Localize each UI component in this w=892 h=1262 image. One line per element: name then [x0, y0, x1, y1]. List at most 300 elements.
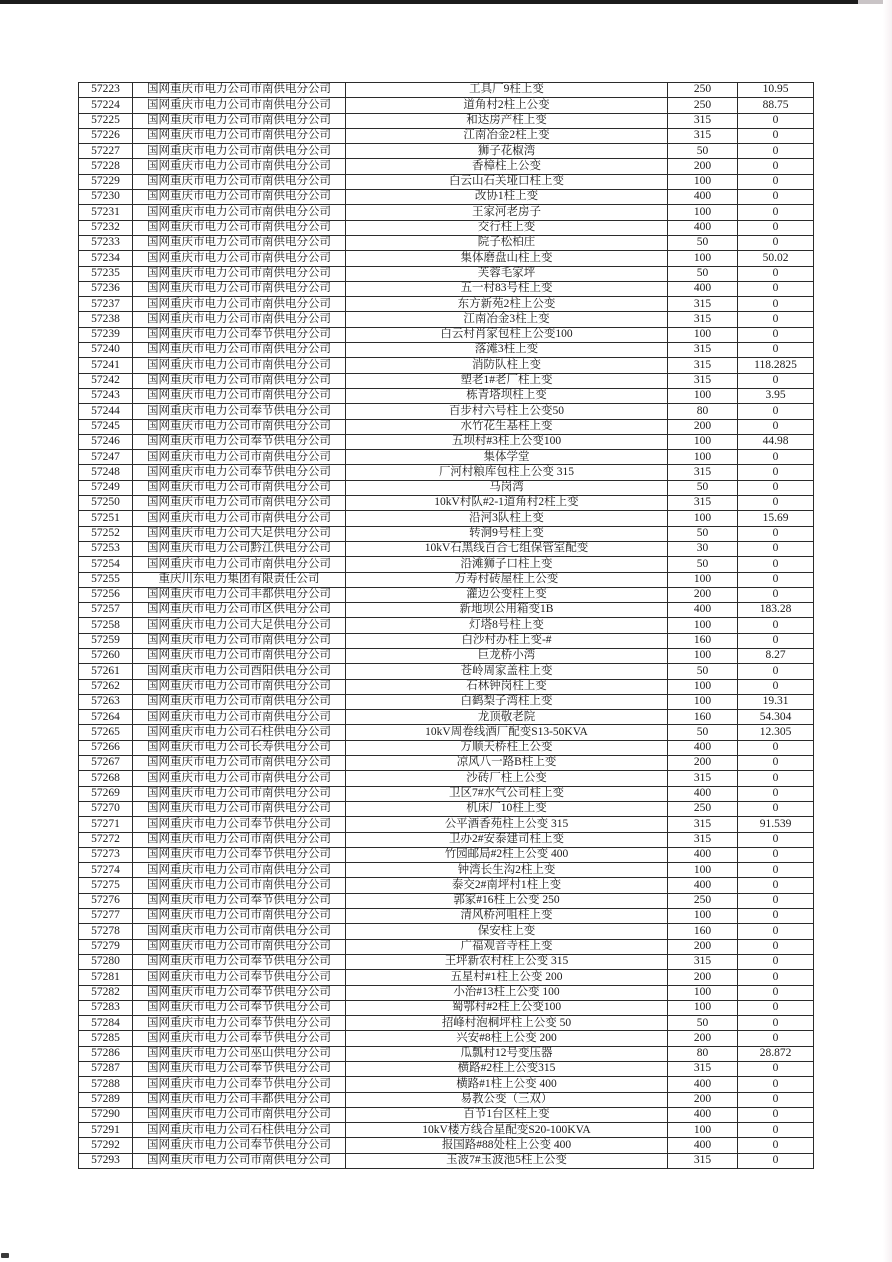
- table-cell-name: 香樟柱上公变: [346, 159, 668, 174]
- table-cell-capacity: 50: [668, 664, 738, 679]
- table-cell-company: 国网重庆市电力公司市南供电分公司: [133, 756, 346, 771]
- table-row: [79, 220, 814, 235]
- table-cell-capacity: 100: [668, 863, 738, 878]
- table-cell-name: 沿滩狮子口柱上变: [346, 557, 668, 572]
- table-cell-company: 国网重庆市电力公司市南供电分公司: [133, 1107, 346, 1122]
- table-cell-name: 交行柱上变: [346, 220, 668, 235]
- table-cell-value: 0: [738, 113, 814, 128]
- table-cell-name: 五星村#1柱上公变 200: [346, 970, 668, 985]
- table-cell-value: 15.69: [738, 511, 814, 526]
- table-cell-company: 国网重庆市电力公司奉节供电分公司: [133, 954, 346, 969]
- table-cell-capacity: 200: [668, 159, 738, 174]
- table-row: [79, 878, 814, 893]
- table-row: [79, 373, 814, 388]
- table-cell-name: 沙砖厂柱上公变: [346, 771, 668, 786]
- table-cell-name: 塑老1#老厂柱上变: [346, 373, 668, 388]
- table-cell-id: 57287: [79, 1062, 133, 1077]
- table-cell-value: 0: [738, 1077, 814, 1092]
- table-row: [79, 771, 814, 786]
- table-cell-value: 0: [738, 1153, 814, 1168]
- table-cell-name: 龙顶敬老院: [346, 710, 668, 725]
- table-cell-value: 0: [738, 419, 814, 434]
- table-cell-company: 国网重庆市电力公司奉节供电分公司: [133, 1031, 346, 1046]
- table-cell-company: 国网重庆市电力公司市南供电分公司: [133, 144, 346, 159]
- table-cell-value: 0: [738, 343, 814, 358]
- table-cell-name: 王坪新农村柱上公变 315: [346, 954, 668, 969]
- table-row: [79, 1000, 814, 1015]
- table-cell-company: 国网重庆市电力公司丰都供电分公司: [133, 1092, 346, 1107]
- table-cell-company: 国网重庆市电力公司奉节供电分公司: [133, 1000, 346, 1015]
- table-row: [79, 404, 814, 419]
- table-cell-name: 卫办2#安泰建司柱上变: [346, 832, 668, 847]
- table-cell-name: 和达房产柱上变: [346, 113, 668, 128]
- table-cell-value: 0: [738, 327, 814, 342]
- table-cell-company: 国网重庆市电力公司市南供电分公司: [133, 297, 346, 312]
- table-cell-value: 54.304: [738, 710, 814, 725]
- table-cell-id: 57290: [79, 1107, 133, 1122]
- table-row: [79, 83, 814, 98]
- table-cell-name: 东方新苑2柱上公变: [346, 297, 668, 312]
- table-cell-id: 57253: [79, 541, 133, 556]
- table-cell-name: 横路#2柱上公变315: [346, 1062, 668, 1077]
- table-cell-company: 国网重庆市电力公司市南供电分公司: [133, 83, 346, 98]
- table-cell-capacity: 315: [668, 465, 738, 480]
- table-cell-company: 国网重庆市电力公司市南供电分公司: [133, 174, 346, 189]
- table-cell-value: 0: [738, 1092, 814, 1107]
- table-cell-id: 57289: [79, 1092, 133, 1107]
- table-cell-name: 水竹花生基柱上变: [346, 419, 668, 434]
- table-cell-company: 国网重庆市电力公司市南供电分公司: [133, 496, 346, 511]
- table-cell-capacity: 160: [668, 710, 738, 725]
- table-cell-value: 0: [738, 159, 814, 174]
- table-cell-capacity: 100: [668, 1123, 738, 1138]
- table-cell-name: 10kV石黑线百合七组保管室配变: [346, 541, 668, 556]
- table-cell-id: 57271: [79, 817, 133, 832]
- table-cell-capacity: 315: [668, 312, 738, 327]
- table-cell-value: 0: [738, 465, 814, 480]
- table-cell-value: 0: [738, 847, 814, 862]
- table-cell-capacity: 400: [668, 1107, 738, 1122]
- table-cell-capacity: 315: [668, 297, 738, 312]
- table-row: [79, 205, 814, 220]
- table-cell-company: 国网重庆市电力公司酉阳供电分公司: [133, 664, 346, 679]
- table-cell-capacity: 315: [668, 954, 738, 969]
- table-cell-company: 国网重庆市电力公司市南供电分公司: [133, 450, 346, 465]
- table-cell-capacity: 50: [668, 1016, 738, 1031]
- table-cell-id: 57250: [79, 496, 133, 511]
- table-cell-capacity: 400: [668, 603, 738, 618]
- table-cell-id: 57225: [79, 113, 133, 128]
- table-cell-name: 道角村2柱上公变: [346, 98, 668, 113]
- table-cell-company: 国网重庆市电力公司市南供电分公司: [133, 358, 346, 373]
- scan-right-edge: [883, 0, 892, 1262]
- table-cell-capacity: 315: [668, 373, 738, 388]
- table-cell-value: 0: [738, 909, 814, 924]
- table-cell-company: 国网重庆市电力公司市南供电分公司: [133, 878, 346, 893]
- table-cell-id: 57233: [79, 235, 133, 250]
- table-cell-capacity: 315: [668, 1062, 738, 1077]
- page-top-border: [0, 0, 858, 4]
- table-cell-value: 118.2825: [738, 358, 814, 373]
- table-cell-value: 19.31: [738, 694, 814, 709]
- table-cell-company: 国网重庆市电力公司奉节供电分公司: [133, 1077, 346, 1092]
- table-cell-id: 57248: [79, 465, 133, 480]
- table-cell-name: 巨龙桥小湾: [346, 648, 668, 663]
- table-cell-capacity: 100: [668, 434, 738, 449]
- table-cell-capacity: 50: [668, 557, 738, 572]
- table-cell-company: 国网重庆市电力公司市南供电分公司: [133, 939, 346, 954]
- table-cell-capacity: 100: [668, 618, 738, 633]
- table-cell-company: 国网重庆市电力公司市南供电分公司: [133, 373, 346, 388]
- table-row: [79, 633, 814, 648]
- table-cell-name: 竹园邮局#2柱上公变 400: [346, 847, 668, 862]
- table-cell-company: 国网重庆市电力公司石柱供电分公司: [133, 725, 346, 740]
- table-row: [79, 541, 814, 556]
- table-cell-company: 国网重庆市电力公司奉节供电分公司: [133, 985, 346, 1000]
- table-cell-value: 0: [738, 312, 814, 327]
- table-cell-capacity: 250: [668, 98, 738, 113]
- table-cell-capacity: 315: [668, 358, 738, 373]
- table-row: [79, 144, 814, 159]
- table-cell-id: 57277: [79, 909, 133, 924]
- table-cell-id: 57245: [79, 419, 133, 434]
- table-cell-id: 57265: [79, 725, 133, 740]
- table-cell-id: 57236: [79, 281, 133, 296]
- table-row: [79, 970, 814, 985]
- table-cell-value: 0: [738, 572, 814, 587]
- table-cell-capacity: 200: [668, 756, 738, 771]
- table-cell-name: 万寿村砖屋柱上公变: [346, 572, 668, 587]
- table-row: [79, 113, 814, 128]
- table-cell-name: 钟湾长生沟2柱上变: [346, 863, 668, 878]
- table-cell-capacity: 400: [668, 847, 738, 862]
- table-row: [79, 511, 814, 526]
- table-cell-company: 国网重庆市电力公司奉节供电分公司: [133, 893, 346, 908]
- table-cell-value: 0: [738, 404, 814, 419]
- table-row: [79, 909, 814, 924]
- table-cell-value: 0: [738, 526, 814, 541]
- table-cell-id: 57235: [79, 266, 133, 281]
- table-cell-company: 国网重庆市电力公司市南供电分公司: [133, 786, 346, 801]
- table-cell-value: 0: [738, 1107, 814, 1122]
- table-cell-value: 0: [738, 878, 814, 893]
- table-cell-value: 44.98: [738, 434, 814, 449]
- table-row: [79, 1138, 814, 1153]
- table-cell-id: 57224: [79, 98, 133, 113]
- table-row: [79, 1153, 814, 1168]
- table-cell-capacity: 315: [668, 343, 738, 358]
- table-row: [79, 1046, 814, 1061]
- table-row: [79, 786, 814, 801]
- table-cell-capacity: 50: [668, 526, 738, 541]
- table-cell-capacity: 80: [668, 404, 738, 419]
- table-cell-value: 10.95: [738, 83, 814, 98]
- table-cell-capacity: 315: [668, 832, 738, 847]
- table-cell-id: 57259: [79, 633, 133, 648]
- table-cell-name: 凉风八一路B柱上变: [346, 756, 668, 771]
- table-cell-value: 0: [738, 266, 814, 281]
- table-row: [79, 266, 814, 281]
- table-cell-capacity: 100: [668, 388, 738, 403]
- table-row: [79, 694, 814, 709]
- table-cell-value: 0: [738, 144, 814, 159]
- table-cell-value: 0: [738, 1062, 814, 1077]
- table-cell-capacity: 100: [668, 174, 738, 189]
- table-cell-id: 57244: [79, 404, 133, 419]
- table-cell-name: 白云村肖家包柱上公变100: [346, 327, 668, 342]
- table-cell-id: 57263: [79, 694, 133, 709]
- table-cell-company: 国网重庆市电力公司市南供电分公司: [133, 388, 346, 403]
- table-cell-capacity: 100: [668, 450, 738, 465]
- table-cell-capacity: 50: [668, 725, 738, 740]
- table-cell-name: 马岗湾: [346, 480, 668, 495]
- table-cell-value: 0: [738, 664, 814, 679]
- table-cell-company: 国网重庆市电力公司市南供电分公司: [133, 863, 346, 878]
- table-cell-capacity: 200: [668, 419, 738, 434]
- table-cell-id: 57288: [79, 1077, 133, 1092]
- table-cell-value: 0: [738, 939, 814, 954]
- table-cell-company: 国网重庆市电力公司市南供电分公司: [133, 281, 346, 296]
- table-cell-value: 0: [738, 174, 814, 189]
- table-cell-name: 工具厂9柱上变: [346, 83, 668, 98]
- table-cell-company: 国网重庆市电力公司市南供电分公司: [133, 924, 346, 939]
- table-cell-value: 0: [738, 801, 814, 816]
- table-row: [79, 725, 814, 740]
- table-cell-name: 白沙村办柱上变-#: [346, 633, 668, 648]
- table-row: [79, 893, 814, 908]
- table-cell-company: 国网重庆市电力公司市南供电分公司: [133, 480, 346, 495]
- table-cell-company: 国网重庆市电力公司市南供电分公司: [133, 694, 346, 709]
- table-row: [79, 1107, 814, 1122]
- table-cell-id: 57243: [79, 388, 133, 403]
- table-cell-id: 57272: [79, 832, 133, 847]
- table-cell-capacity: 50: [668, 144, 738, 159]
- table-cell-id: 57232: [79, 220, 133, 235]
- table-row: [79, 190, 814, 205]
- table-cell-name: 瓜瓢村12号变压器: [346, 1046, 668, 1061]
- table-cell-name: 芙蓉毛家坪: [346, 266, 668, 281]
- table-row: [79, 128, 814, 143]
- table-cell-capacity: 200: [668, 939, 738, 954]
- table-cell-company: 国网重庆市电力公司市南供电分公司: [133, 205, 346, 220]
- table-cell-capacity: 100: [668, 205, 738, 220]
- table-cell-name: 消防队柱上变: [346, 358, 668, 373]
- table-cell-value: 0: [738, 954, 814, 969]
- table-cell-company: 国网重庆市电力公司奉节供电分公司: [133, 817, 346, 832]
- table-cell-company: 国网重庆市电力公司奉节供电分公司: [133, 434, 346, 449]
- table-cell-name: 机床厂10柱上变: [346, 801, 668, 816]
- table-cell-name: 兴安#8柱上公变 200: [346, 1031, 668, 1046]
- table-cell-name: 苍岭周家盖柱上变: [346, 664, 668, 679]
- table-cell-capacity: 200: [668, 1092, 738, 1107]
- table-cell-company: 国网重庆市电力公司奉节供电分公司: [133, 1016, 346, 1031]
- table-cell-name: 落滩3柱上变: [346, 343, 668, 358]
- table-cell-value: 0: [738, 235, 814, 250]
- table-row: [79, 954, 814, 969]
- table-cell-capacity: 250: [668, 801, 738, 816]
- table-cell-id: 57267: [79, 756, 133, 771]
- table-cell-company: 国网重庆市电力公司石柱供电分公司: [133, 1123, 346, 1138]
- table-cell-value: 0: [738, 679, 814, 694]
- table-cell-name: 改协1柱上变: [346, 190, 668, 205]
- table-cell-id: 57228: [79, 159, 133, 174]
- table-cell-id: 57238: [79, 312, 133, 327]
- table-cell-company: 国网重庆市电力公司奉节供电分公司: [133, 1138, 346, 1153]
- table-cell-company: 国网重庆市电力公司奉节供电分公司: [133, 327, 346, 342]
- table-cell-id: 57284: [79, 1016, 133, 1031]
- table-cell-name: 清风桥河咀柱上变: [346, 909, 668, 924]
- table-row: [79, 1031, 814, 1046]
- table-row: [79, 312, 814, 327]
- table-cell-name: 保安柱上变: [346, 924, 668, 939]
- table-cell-id: 57255: [79, 572, 133, 587]
- table-row: [79, 450, 814, 465]
- table-cell-capacity: 250: [668, 893, 738, 908]
- table-cell-value: 0: [738, 786, 814, 801]
- table-cell-id: 57269: [79, 786, 133, 801]
- table-row: [79, 618, 814, 633]
- table-cell-id: 57285: [79, 1031, 133, 1046]
- table-cell-id: 57264: [79, 710, 133, 725]
- table-cell-capacity: 400: [668, 786, 738, 801]
- table-cell-name: 10kV周卷线酒厂配变S13-50KVA: [346, 725, 668, 740]
- table-row: [79, 235, 814, 250]
- table-cell-value: 3.95: [738, 388, 814, 403]
- transformer-table: [78, 82, 814, 1169]
- table-cell-name: 新地坝公用箱变1B: [346, 603, 668, 618]
- table-cell-id: 57227: [79, 144, 133, 159]
- table-cell-id: 57239: [79, 327, 133, 342]
- table-cell-capacity: 400: [668, 1138, 738, 1153]
- table-cell-id: 57262: [79, 679, 133, 694]
- table-cell-capacity: 100: [668, 985, 738, 1000]
- table-cell-name: 栋青塔坝柱上变: [346, 388, 668, 403]
- table-cell-value: 0: [738, 557, 814, 572]
- table-row: [79, 664, 814, 679]
- table-row: [79, 480, 814, 495]
- table-cell-name: 集体学堂: [346, 450, 668, 465]
- table-row: [79, 924, 814, 939]
- table-cell-name: 沿河3队柱上变: [346, 511, 668, 526]
- table-cell-company: 国网重庆市电力公司奉节供电分公司: [133, 465, 346, 480]
- table-cell-id: 57240: [79, 343, 133, 358]
- table-cell-capacity: 100: [668, 679, 738, 694]
- table-cell-name: 卫区7#水气公司柱上变: [346, 786, 668, 801]
- table-cell-capacity: 200: [668, 1031, 738, 1046]
- table-cell-company: 重庆川东电力集团有限责任公司: [133, 572, 346, 587]
- table-row: [79, 465, 814, 480]
- table-row: [79, 756, 814, 771]
- table-row: [79, 343, 814, 358]
- table-cell-company: 国网重庆市电力公司奉节供电分公司: [133, 970, 346, 985]
- table-cell-capacity: 100: [668, 572, 738, 587]
- table-row: [79, 327, 814, 342]
- table-cell-id: 57260: [79, 648, 133, 663]
- table-cell-value: 0: [738, 128, 814, 143]
- table-cell-id: 57251: [79, 511, 133, 526]
- table-cell-id: 57242: [79, 373, 133, 388]
- table-cell-company: 国网重庆市电力公司长寿供电分公司: [133, 740, 346, 755]
- table-cell-id: 57246: [79, 434, 133, 449]
- table-cell-id: 57258: [79, 618, 133, 633]
- table-row: [79, 388, 814, 403]
- table-cell-id: 57230: [79, 190, 133, 205]
- table-cell-id: 57261: [79, 664, 133, 679]
- table-cell-id: 57231: [79, 205, 133, 220]
- table-cell-id: 57249: [79, 480, 133, 495]
- table-row: [79, 434, 814, 449]
- table-cell-value: 0: [738, 756, 814, 771]
- table-cell-name: 10kV村队#2-1道角村2柱上变: [346, 496, 668, 511]
- table-cell-company: 国网重庆市电力公司市南供电分公司: [133, 98, 346, 113]
- table-cell-id: 57286: [79, 1046, 133, 1061]
- table-cell-capacity: 100: [668, 909, 738, 924]
- table-cell-company: 国网重庆市电力公司市南供电分公司: [133, 1153, 346, 1168]
- table-cell-value: 0: [738, 1031, 814, 1046]
- table-row: [79, 603, 814, 618]
- table-cell-id: 57275: [79, 878, 133, 893]
- table-cell-name: 灯塔8号柱上变: [346, 618, 668, 633]
- table-row: [79, 174, 814, 189]
- table-cell-value: 0: [738, 970, 814, 985]
- table-cell-value: 0: [738, 220, 814, 235]
- table-cell-name: 公平酒香苑柱上公变 315: [346, 817, 668, 832]
- table-cell-name: 五一村83号柱上变: [346, 281, 668, 296]
- table-cell-value: 0: [738, 618, 814, 633]
- table-cell-id: 57278: [79, 924, 133, 939]
- table-cell-company: 国网重庆市电力公司奉节供电分公司: [133, 847, 346, 862]
- table-cell-company: 国网重庆市电力公司市南供电分公司: [133, 419, 346, 434]
- table-cell-id: 57241: [79, 358, 133, 373]
- table-cell-name: 万顺天桥柱上公变: [346, 740, 668, 755]
- table-cell-capacity: 200: [668, 587, 738, 602]
- table-cell-capacity: 250: [668, 83, 738, 98]
- table-cell-id: 57237: [79, 297, 133, 312]
- table-cell-capacity: 400: [668, 281, 738, 296]
- table-row: [79, 679, 814, 694]
- table-row: [79, 496, 814, 511]
- table-cell-name: 蜀鄂村#2柱上公变100: [346, 1000, 668, 1015]
- table-row: [79, 358, 814, 373]
- table-cell-id: 57279: [79, 939, 133, 954]
- table-row: [79, 251, 814, 266]
- table-cell-id: 57293: [79, 1153, 133, 1168]
- table-cell-value: 0: [738, 1123, 814, 1138]
- table-cell-capacity: 100: [668, 694, 738, 709]
- table-cell-name: 易教公变（三双）: [346, 1092, 668, 1107]
- table-cell-capacity: 50: [668, 480, 738, 495]
- table-cell-company: 国网重庆市电力公司大足供电分公司: [133, 526, 346, 541]
- table-row: [79, 832, 814, 847]
- table-row: [79, 587, 814, 602]
- table-row: [79, 847, 814, 862]
- table-cell-id: 57276: [79, 893, 133, 908]
- table-cell-name: 小治#13柱上公变 100: [346, 985, 668, 1000]
- table-cell-value: 0: [738, 373, 814, 388]
- table-cell-id: 57281: [79, 970, 133, 985]
- table-cell-name: 横路#1柱上公变 400: [346, 1077, 668, 1092]
- table-cell-name: 白鹤梨子湾柱上变: [346, 694, 668, 709]
- table-cell-id: 57247: [79, 450, 133, 465]
- table-cell-company: 国网重庆市电力公司大足供电分公司: [133, 618, 346, 633]
- table-cell-value: 0: [738, 587, 814, 602]
- table-row: [79, 98, 814, 113]
- table-cell-value: 183.28: [738, 603, 814, 618]
- table-cell-id: 57280: [79, 954, 133, 969]
- table-cell-capacity: 100: [668, 251, 738, 266]
- table-cell-company: 国网重庆市电力公司市南供电分公司: [133, 710, 346, 725]
- table-cell-value: 0: [738, 1016, 814, 1031]
